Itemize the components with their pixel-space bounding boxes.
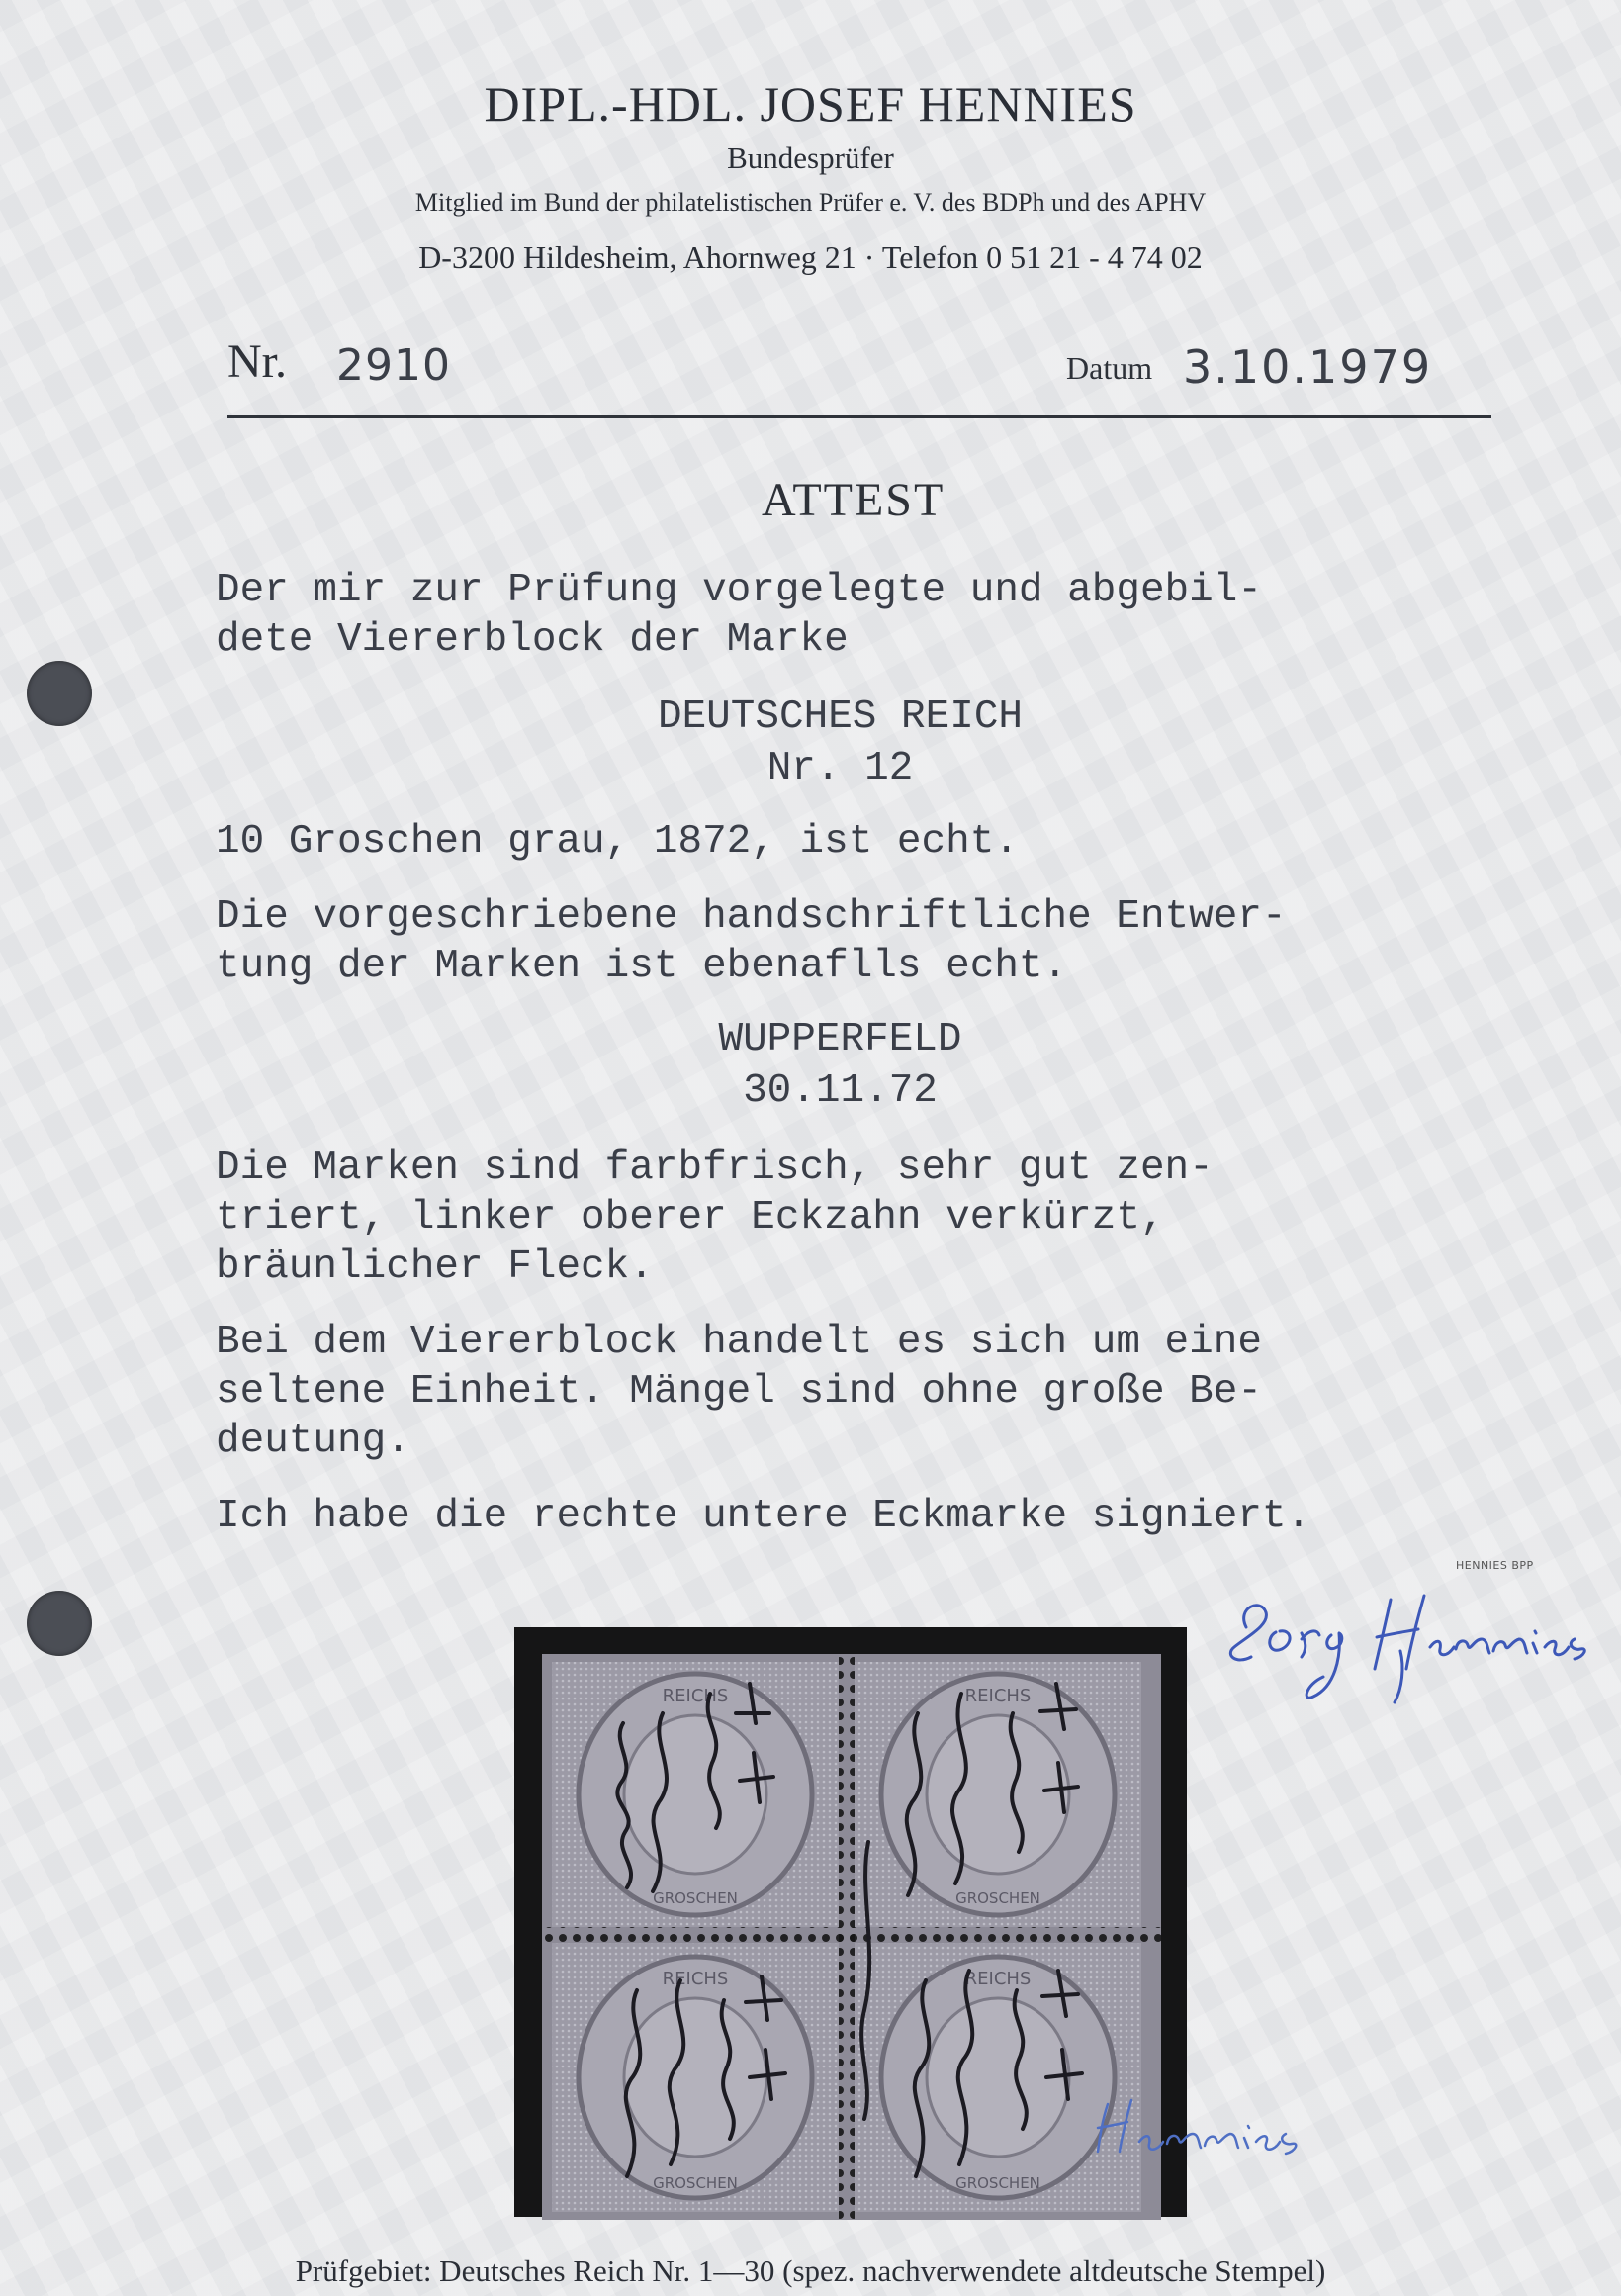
rarity-line-1: Bei dem Viererblock handelt es sich um eine	[216, 1320, 1262, 1365]
stamp-label-top: REICHS	[662, 1686, 729, 1706]
punch-hole-bottom	[27, 1591, 92, 1656]
letterhead-address: D-3200 Hildesheim, Ahornweg 21 · Telefon 0 51 21 - 4 74 02	[418, 239, 1203, 275]
letterhead-membership: Mitglied im Bund der philatelistischen Prüfer e. V. des BDPh und des APHV	[414, 188, 1207, 217]
stamp-top-right	[855, 1662, 1141, 1927]
handwritten-signature	[1207, 1578, 1612, 1711]
stamp-label-top: REICHS	[662, 1969, 729, 1989]
condition-line-1: Die Marken sind farbfrisch, sehr gut zen-	[216, 1146, 1214, 1191]
stamp-label-bottom: GROSCHEN	[653, 1889, 738, 1907]
stamp-label-bottom: GROSCHEN	[955, 1889, 1040, 1907]
header-rule	[227, 415, 1491, 418]
stamp-signature	[1088, 2082, 1315, 2161]
cancel-date: 30.11.72	[743, 1068, 938, 1114]
date-label: Datum	[1066, 350, 1153, 386]
stamp-country: DEUTSCHES REICH	[657, 694, 1024, 740]
condition-line-3: bräunlicher Fleck.	[216, 1244, 654, 1290]
rarity-line-2: seltene Einheit. Mängel sind ohne große Be-	[216, 1369, 1262, 1415]
signer-stamp-mark: HENNIES BPP	[1456, 1559, 1534, 1572]
certificate-footer: Prüfgebiet: Deutsches Reich Nr. 1—30 (spez. nachverwendete altdeutsche Stempel)	[295, 2253, 1326, 2288]
cancel-place: WUPPERFELD	[718, 1017, 962, 1062]
stamp-block-image	[542, 1654, 1161, 2220]
signed-statement: Ich habe die rechte untere Eckmarke signiert.	[216, 1494, 1311, 1539]
letterhead-name: DIPL.-HDL. JOSEF HENNIES	[484, 76, 1137, 132]
stamp-bottom-left	[552, 1943, 839, 2212]
stamp-label-top: REICHS	[964, 1969, 1032, 1989]
certificate-number: 2910	[336, 340, 451, 391]
cancel-line-2: tung der Marken ist ebenaflls echt.	[216, 944, 1068, 989]
rarity-line-3: deutung.	[216, 1419, 410, 1464]
certificate-number-label: Nr.	[227, 335, 287, 388]
intro-line-2: dete Viererblock der Marke	[216, 617, 849, 663]
stamp-description: 10 Groschen grau, 1872, ist echt.	[216, 819, 1019, 865]
stamp-label-bottom: GROSCHEN	[955, 2174, 1040, 2192]
stamp-top-left	[552, 1662, 839, 1927]
letterhead-role: Bundesprüfer	[727, 140, 894, 175]
cancel-line-1: Die vorgeschriebene handschriftliche Entwer-	[216, 894, 1287, 940]
certificate-heading: ATTEST	[762, 474, 946, 526]
condition-line-2: triert, linker oberer Eckzahn verkürzt,	[216, 1195, 1165, 1240]
intro-line-1: Der mir zur Prüfung vorgelegte und abgebil-	[216, 568, 1262, 613]
stamp-bottom-right	[855, 1943, 1141, 2212]
stamp-label-top: REICHS	[964, 1686, 1032, 1706]
stamp-catalogue-number: Nr. 12	[766, 746, 914, 791]
certificate-date: 3.10.1979	[1183, 340, 1433, 394]
stamp-label-bottom: GROSCHEN	[653, 2174, 738, 2192]
